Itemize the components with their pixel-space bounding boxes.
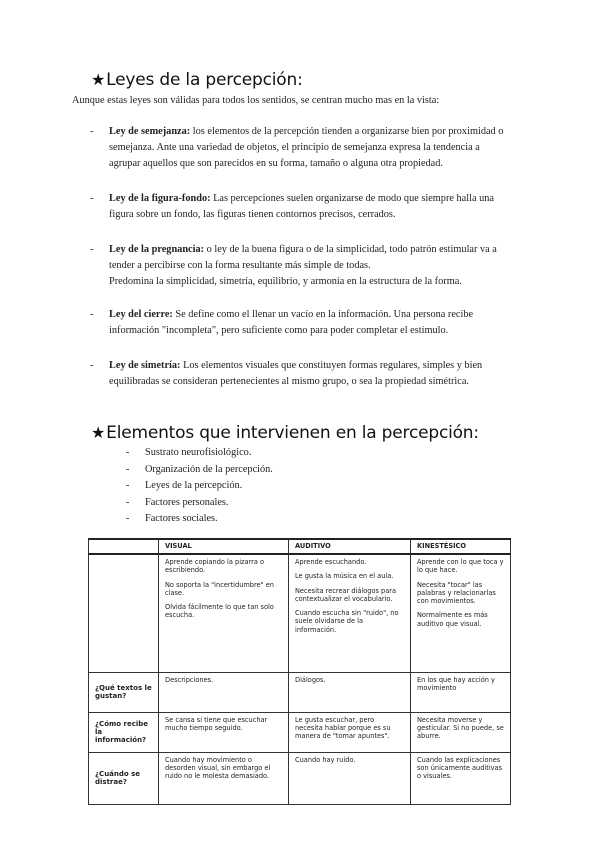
section-title-leyes: ★Leyes de la percepción: — [91, 70, 303, 90]
list-dash: - — [90, 360, 94, 371]
law-item — [90, 242, 530, 290]
law-text: figura sobre un fondo, las figuras tienen contornos precisos, cerrados. — [109, 209, 396, 220]
learning-styles-table — [88, 538, 511, 805]
list-item: - Factores sociales. — [126, 511, 273, 528]
list-dash: - — [90, 126, 94, 137]
table-cell: Diálogos. — [289, 672, 411, 712]
law-item — [90, 358, 530, 390]
row-label: ¿Cuándo se distrae? — [89, 752, 159, 804]
law-text: información "incompleta", pero suficiente como para poder completar el estímulo. — [109, 325, 449, 336]
list-dash: - — [126, 496, 130, 508]
law-text: tender a percibirse con la forma resultante más simple de todas. — [109, 260, 371, 271]
list-dash: - — [90, 309, 94, 320]
table-cell: Le gusta escuchar, pero necesita hablar porque es su manera de "tomar apuntes". — [289, 712, 411, 752]
law-term: Ley de la figura-fondo: — [109, 193, 211, 204]
law-text: Los elementos visuales que constituyen formas regulares, simples y bien — [180, 360, 483, 371]
table-cell: Cuando las explicaciones son únicamente auditivas o visuales. — [411, 752, 511, 804]
law-item — [90, 307, 530, 339]
law-text: agrupar aquellos que son parecidos en su forma, tamaño o alguna otra propiedad. — [109, 158, 443, 169]
list-item: - Sustrato neurofisiológico. — [126, 445, 273, 462]
law-term: Ley del cierre: — [109, 309, 173, 320]
table-cell: Cuando hay ruido. — [289, 752, 411, 804]
star-icon: ★ — [91, 423, 106, 442]
table-row — [89, 752, 511, 804]
law-text: los elementos de la percepción tienden a organizarse bien por proximidad o — [190, 126, 504, 137]
table-row — [89, 554, 511, 672]
table-row — [89, 712, 511, 752]
law-item — [90, 124, 530, 172]
list-item: - Factores personales. — [126, 495, 273, 512]
table-cell: En los que hay acción y movimiento — [411, 672, 511, 712]
law-text: Se define como el llenar un vacío en la información. Una persona recibe — [172, 309, 474, 320]
list-dash: - — [126, 463, 130, 475]
elements-list — [126, 445, 273, 528]
list-item: - Organización de la percepción. — [126, 462, 273, 479]
law-term: Ley de la pregnancia: — [109, 244, 205, 255]
law-item — [90, 191, 530, 223]
star-icon: ★ — [91, 70, 106, 89]
table-cell: Aprende escuchando. Le gusta la música en el aula. Necesita recrear diálogos para contextualizar el vocabulario. Cuando escucha sin "ruido", no suele olvidarse de la información. — [289, 554, 411, 672]
law-text: semejanza. Ante una variedad de objetos, el principio de semejanza expresa la tendencia a — [109, 142, 480, 153]
row-label: ¿Qué textos le gustan? — [89, 672, 159, 712]
row-label — [89, 554, 159, 672]
row-label: ¿Cómo recibe la información? — [89, 712, 159, 752]
table-row — [89, 672, 511, 712]
list-dash: - — [126, 447, 130, 458]
law-text: o ley de la buena figura o de la simplicidad, todo patrón estimular va a — [204, 244, 497, 255]
header-cell-auditivo: AUDITIVO — [289, 539, 411, 554]
header-cell-empty — [89, 539, 159, 554]
intro-paragraph: Aunque estas leyes son válidas para todos los sentidos, se centran mucho mas en la vista: — [72, 95, 440, 106]
list-dash: - — [126, 480, 130, 491]
table-cell: Aprende copiando la pizarra o escribiendo. No soporta la "incertidumbre" en clase. Olvida fácilmente lo que tan solo escucha. — [159, 554, 289, 672]
table-cell: Aprende con lo que toca y lo que hace. Necesita "tocar" las palabras y relacionarlas con movimientos. Normalmente es más auditivo que visual. — [411, 554, 511, 672]
table-cell: Cuando hay movimiento o desorden visual, sin embargo el ruido no le molesta demasiado. — [159, 752, 289, 804]
header-cell-kinestesico: KINESTÉSICO — [411, 539, 511, 554]
section-title-elementos: ★Elementos que intervienen en la percepción: — [91, 423, 479, 443]
law-term: Ley de simetría: — [109, 360, 181, 371]
law-text: Las percepciones suelen organizarse de modo que siempre halla una — [210, 193, 494, 204]
list-dash: - — [126, 513, 130, 524]
list-dash: - — [90, 193, 94, 204]
law-term: Ley de semejanza: — [109, 126, 191, 137]
table-cell: Descripciones. — [159, 672, 289, 712]
law-text: Predomina la simplicidad, simetría, equilibrio, y armonía en la estructura de la forma. — [109, 276, 462, 287]
table-header-row — [89, 539, 511, 554]
table-cell: Se cansa si tiene que escuchar mucho tiempo seguido. — [159, 712, 289, 752]
header-cell-visual: VISUAL — [159, 539, 289, 554]
law-text: equilibradas se consideran pertenecientes al mismo grupo, o sea la propiedad simétrica. — [109, 376, 469, 387]
list-dash: - — [90, 244, 94, 255]
list-item: - Leyes de la percepción. — [126, 478, 273, 495]
table-cell: Necesita moverse y gesticular. Si no puede, se aburre. — [411, 712, 511, 752]
